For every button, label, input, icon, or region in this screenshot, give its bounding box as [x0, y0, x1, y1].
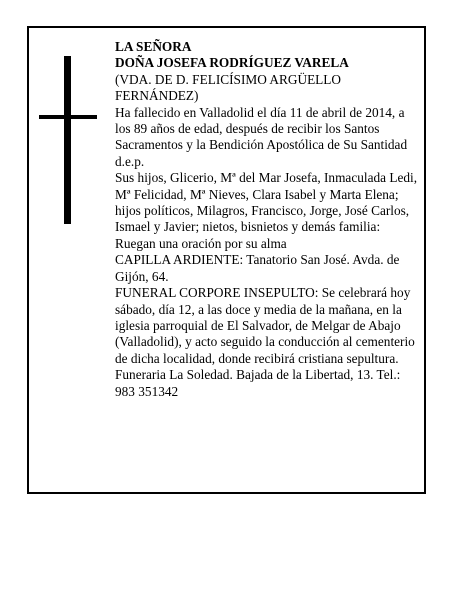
chapel-info: CAPILLA ARDIENTE: Tanatorio San José. Avda. de Gijón, 64. — [115, 252, 400, 284]
family-list: Sus hijos, Glicerio, Mª del Mar Josefa, Inmaculada Ledi, Mª Felicidad, Mª Nieves, Clara Isabel y Marta Elena; hijos políticos, Milagros, Francisco, Jorge, José Carlos, Ismael y Javier; nietos, bisnietos y demás familia: — [115, 170, 418, 235]
latin-cross-icon — [39, 56, 97, 224]
funeral-home-info: Funeraria La Soledad. Bajada de la Libertad, 13. Tel.: 983 351342 — [115, 367, 401, 399]
deceased-name: DOÑA JOSEFA RODRÍGUEZ VARELA — [115, 55, 349, 71]
cross-vertical-bar — [64, 56, 71, 224]
cross-horizontal-bar — [39, 115, 97, 119]
prayer-request: Ruegan una oración por su alma — [115, 235, 287, 251]
death-announcement: Ha fallecido en Valladolid el día 11 de abril de 2014, a los 89 años de edad, después de recibir los Santos Sacramentos y la Bendición Apostólica de Su Santidad d.e.p. — [115, 104, 408, 169]
widow-of: (VDA. DE D. FELICÍSIMO ARGÜELLO FERNÁNDEZ) — [115, 71, 342, 104]
notice-text — [115, 39, 423, 400]
funeral-info: FUNERAL CORPORE INSEPULTO: Se celebrará hoy sábado, día 12, a las doce y media de la mañana, en la iglesia parroquial de El Salvador, de Melgar de Abajo (Valladolid), y acto seguido la conducción al cementerio de dicha localidad, donde recibirá cristiana sepultura. — [115, 285, 415, 366]
obituary-notice — [27, 26, 426, 494]
notice-title: LA SEÑORA — [115, 39, 192, 54]
